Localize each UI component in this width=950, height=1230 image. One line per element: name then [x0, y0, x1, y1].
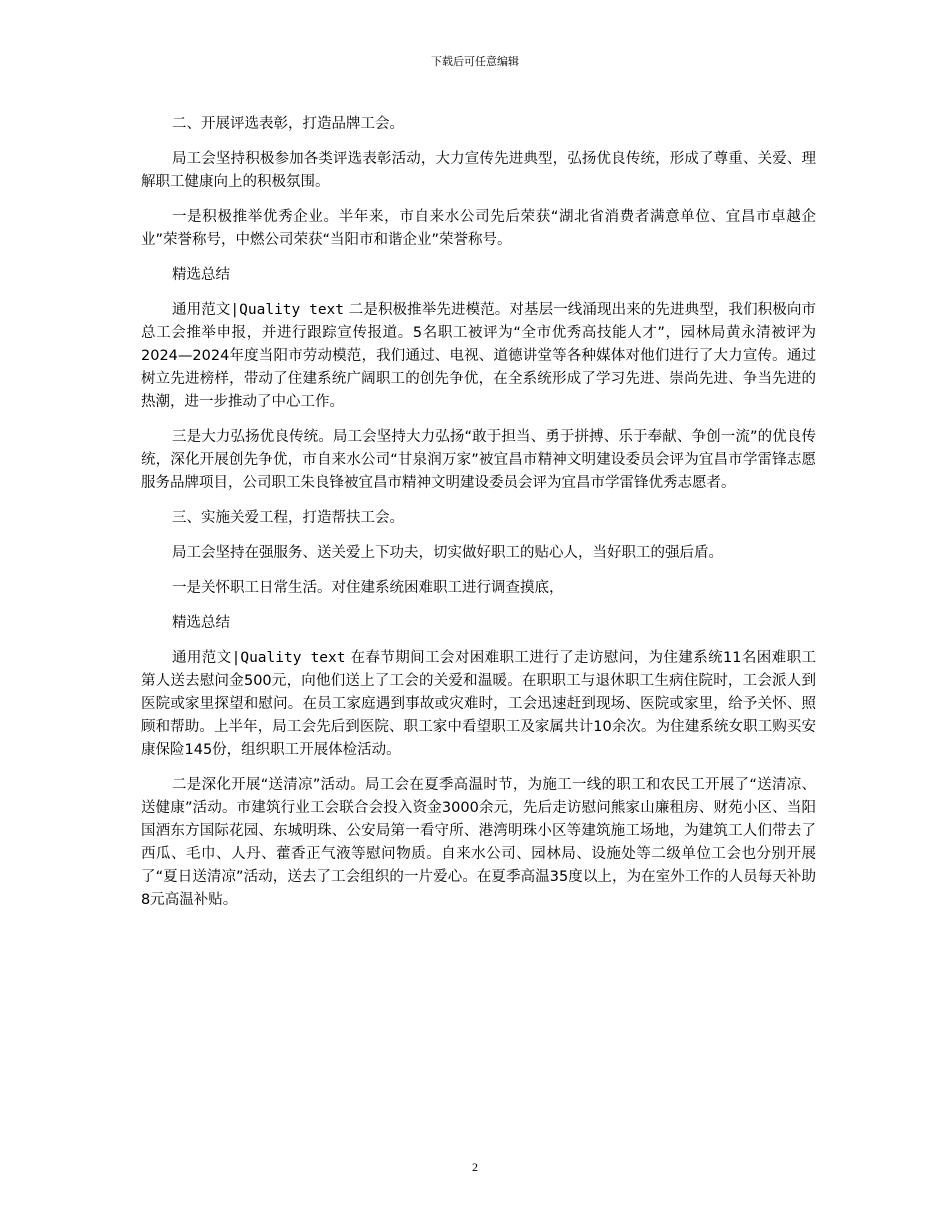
paragraph-prefix: 通用范文|Quality text — [172, 302, 345, 318]
paragraph-text: 局工会坚持积极参加各类评选表彰活动，大力宣传先进典型，弘扬优良传统，形成了尊重、关爱、理解职工健康向上的积极氛围。 — [141, 151, 816, 190]
paragraph-text: 精选总结 — [172, 615, 230, 631]
paragraph — [141, 647, 816, 762]
paragraph-text: 在春节期间工会对困难职工进行了走访慰问，为住建系统11名困难职工第人送去慰问金500元，向他们送上了工会的关爱和温暖。在职职工与退休职工生病住院时，工会派人到医院或家里探望和慰问。在员工家庭遇到事故或灾难时，工会迅速赶到现场、医院或家里，给予关怀、照顾和帮助。上半年，局工会先后到医院、职工家中看望职工及家属共计10余次。为住建系统女职工购买安康保险145份，组织职工开展体检活动。 — [141, 650, 816, 758]
section-heading — [141, 507, 816, 530]
paragraph-text: 三是大力弘扬优良传统。局工会坚持大力弘扬“敢于担当、勇于拼搏、乐于奉献、争创一流”的优良传统，深化开展创先争优，市自来水公司“甘泉润万家”被宜昌市精神文明建设委员会评为宜昌市学雷锋志愿服务品牌项目，公司职工朱良锋被宜昌市精神文明建设委员会评为宜昌市学雷锋优秀志愿者。 — [141, 429, 816, 491]
paragraph — [141, 774, 816, 912]
paragraph — [141, 148, 816, 194]
paragraph-text: 二是积极推举先进模范。对基层一线涌现出来的先进典型，我们积极向市总工会推举申报，并进行跟踪宣传报道。5名职工被评为“全市优秀高技能人才”，园林局黄永清被评为2024—2024年度当阳市劳动模范，我们通过、电视、道德讲堂等各种媒体对他们进行了大力宣传。通过树立先进榜样，带动了住建系统广阔职工的创先争优，在全系统形成了学习先进、崇尚先进、争当先进的热潮，进一步推动了中心工作。 — [141, 302, 816, 410]
paragraph — [141, 299, 816, 414]
page-number: 2 — [472, 1160, 478, 1174]
section-label — [141, 264, 816, 287]
paragraph — [141, 577, 816, 600]
paragraph-prefix: 通用范文|Quality text — [172, 650, 346, 666]
paragraph-text: 三、实施关爱工程，打造帮扶工会。 — [172, 510, 404, 526]
paragraph — [141, 206, 816, 252]
document-body — [141, 113, 816, 924]
section-label — [141, 612, 816, 635]
paragraph — [141, 542, 816, 565]
paragraph-text: 一是关怀职工日常生活。对住建系统困难职工进行调查摸底， — [172, 580, 564, 596]
section-heading — [141, 113, 816, 136]
paragraph-text: 二、开展评选表彰，打造品牌工会。 — [172, 116, 404, 132]
paragraph-text: 一是积极推举优秀企业。半年来，市自来水公司先后荣获“湖北省消费者满意单位、宜昌市卓越企业”荣誉称号，中燃公司荣获“当阳市和谐企业”荣誉称号。 — [141, 209, 816, 248]
paragraph — [141, 426, 816, 495]
paragraph-text: 二是深化开展“送清凉”活动。局工会在夏季高温时节，为施工一线的职工和农民工开展了“送清凉、送健康”活动。市建筑行业工会联合会投入资金3000余元，先后走访慰问熊家山廉租房、财苑小区、当阳国酒东方国际花园、东城明珠、公安局第一看守所、港湾明珠小区等建筑施工场地，为建筑工人们带去了西瓜、毛巾、人丹、藿香正气液等慰问物质。自来水公司、园林局、设施处等二级单位工会也分别开展了“夏日送清凉”活动，送去了工会组织的一片爱心。在夏季高温35度以上，为在室外工作的人员每天补助8元高温补贴。 — [141, 777, 816, 908]
paragraph-text: 精选总结 — [172, 267, 230, 283]
paragraph-text: 局工会坚持在强服务、送关爱上下功夫，切实做好职工的贴心人，当好职工的强后盾。 — [172, 545, 723, 561]
page-header: 下载后可任意编辑 — [431, 55, 519, 68]
